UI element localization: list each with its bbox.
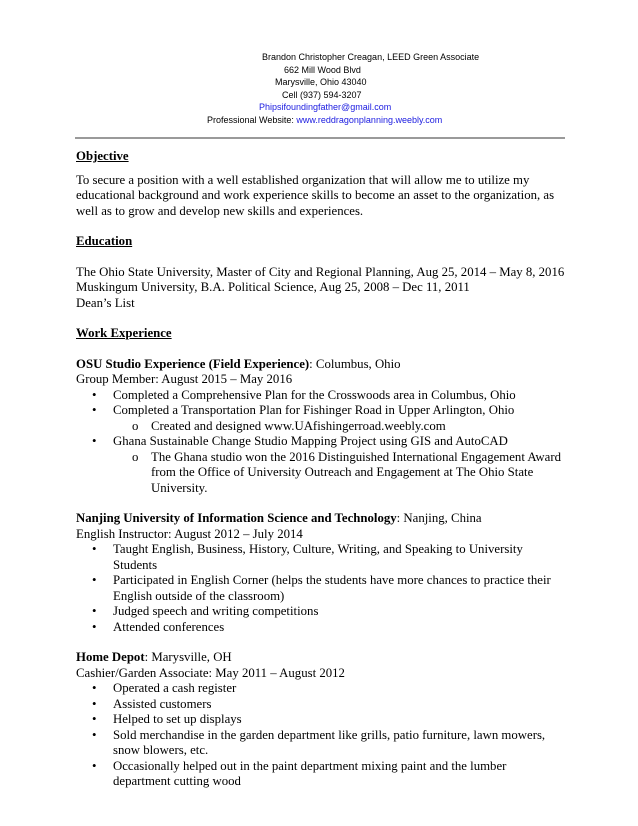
bullet-icon: •: [92, 403, 97, 417]
bullet-icon: •: [92, 434, 97, 448]
list-item: • Judged speech and writing competitions: [92, 604, 319, 618]
job-role: English Instructor: August 2012 – July 2014: [76, 526, 303, 541]
list-item: • Ghana Sustainable Change Studio Mapping Project using GIS and AutoCAD: [92, 434, 508, 448]
bullet-icon: •: [92, 387, 97, 402]
bullet-icon: •: [92, 542, 97, 556]
sub-list-item: o The Ghana studio won the 2016 Distinguished International Engagement Award from the Office of University Outreach and Engagement at The Ohio State University.: [132, 449, 562, 495]
job-heading: [76, 650, 566, 666]
bullet-icon: •: [92, 758, 97, 773]
list-item: • Completed a Transportation Plan for Fishinger Road in Upper Arlington, Ohio: [92, 403, 515, 417]
job-heading: [76, 511, 566, 527]
list-item: • Occasionally helped out in the paint department mixing paint and the lumber department cutting wood: [92, 758, 507, 788]
website-label: Professional Website:: [207, 115, 297, 125]
bullet-icon: •: [92, 727, 97, 742]
job-duties: [76, 388, 566, 497]
list-item: • Operated a cash register: [92, 681, 237, 695]
job-location: : Columbus, Ohio: [309, 356, 401, 371]
job-location: : Nanjing, China: [396, 511, 482, 525]
education-line: The Ohio State University, Master of City and Regional Planning, Aug 25, 2014 – May 8, 2016: [76, 264, 565, 279]
header-divider: [75, 137, 565, 139]
sub-list-item: o Created and designed www.UAfishingerroad.weebly.com: [132, 418, 446, 433]
email-link[interactable]: Phipsifoundingfather@gmail.com: [259, 102, 392, 113]
bullet-icon: •: [92, 573, 97, 587]
job-role: Cashier/Garden Associate: May 2011 – August 2012: [76, 665, 345, 680]
job-role: Group Member: August 2015 – May 2016: [76, 372, 293, 386]
education-line: Dean’s List: [76, 295, 135, 310]
bullet-icon: •: [92, 712, 97, 726]
resume-body: [76, 149, 566, 790]
circle-bullet-icon: o: [132, 418, 139, 433]
job-employer: Home Depot: [76, 650, 145, 664]
bullet-icon: •: [92, 619, 97, 634]
bullet-icon: •: [92, 681, 97, 695]
job-location: : Marysville, OH: [144, 650, 232, 664]
job-duties: [76, 542, 566, 635]
list-item: • Helped to set up displays: [92, 712, 242, 726]
list-item: • Taught English, Business, History, Culture, Writing, and Speaking to University Students: [92, 542, 523, 572]
city-state-zip: Marysville, Ohio 43040: [275, 77, 367, 88]
website-line: [207, 114, 442, 127]
objective-text: To secure a position with a well established organization that will allow me to utilize my educational background and work experience skills to become an asset to the organization, as well as to grow and develop new skills and experiences.: [76, 172, 555, 218]
objective-heading: Objective: [76, 149, 129, 163]
bullet-icon: •: [92, 604, 97, 618]
website-link[interactable]: www.reddragonplanning.weebly.com: [296, 115, 443, 125]
education-line: Muskingum University, B.A. Political Science, Aug 25, 2008 – Dec 11, 2011: [76, 280, 470, 294]
list-item: • Sold merchandise in the garden department like grills, patio furniture, lawn mowers, snow blowers, etc.: [92, 727, 546, 757]
bullet-icon: •: [92, 696, 97, 711]
candidate-name: Brandon Christopher Creagan, LEED Green Associate: [262, 52, 480, 62]
job-heading: [76, 357, 566, 373]
list-item: • Participated in English Corner (helps the students have more chances to practice their English outside of the classroom): [92, 573, 551, 603]
circle-bullet-icon: o: [132, 449, 139, 464]
list-item: • Completed a Comprehensive Plan for the Crosswoods area in Columbus, Ohio: [92, 387, 516, 402]
list-item: • Assisted customers: [92, 696, 212, 711]
education-heading: Education: [76, 234, 133, 248]
job-duties: [76, 681, 566, 790]
list-item: • Attended conferences: [92, 619, 225, 634]
job-employer: Nanjing University of Information Science and Technology: [76, 511, 397, 525]
job-employer: OSU Studio Experience (Field Experience): [76, 356, 310, 371]
street-address: 662 Mill Wood Blvd: [284, 64, 361, 75]
work-experience-heading: Work Experience: [76, 326, 172, 340]
phone-number: Cell (937) 594-3207: [282, 89, 362, 100]
